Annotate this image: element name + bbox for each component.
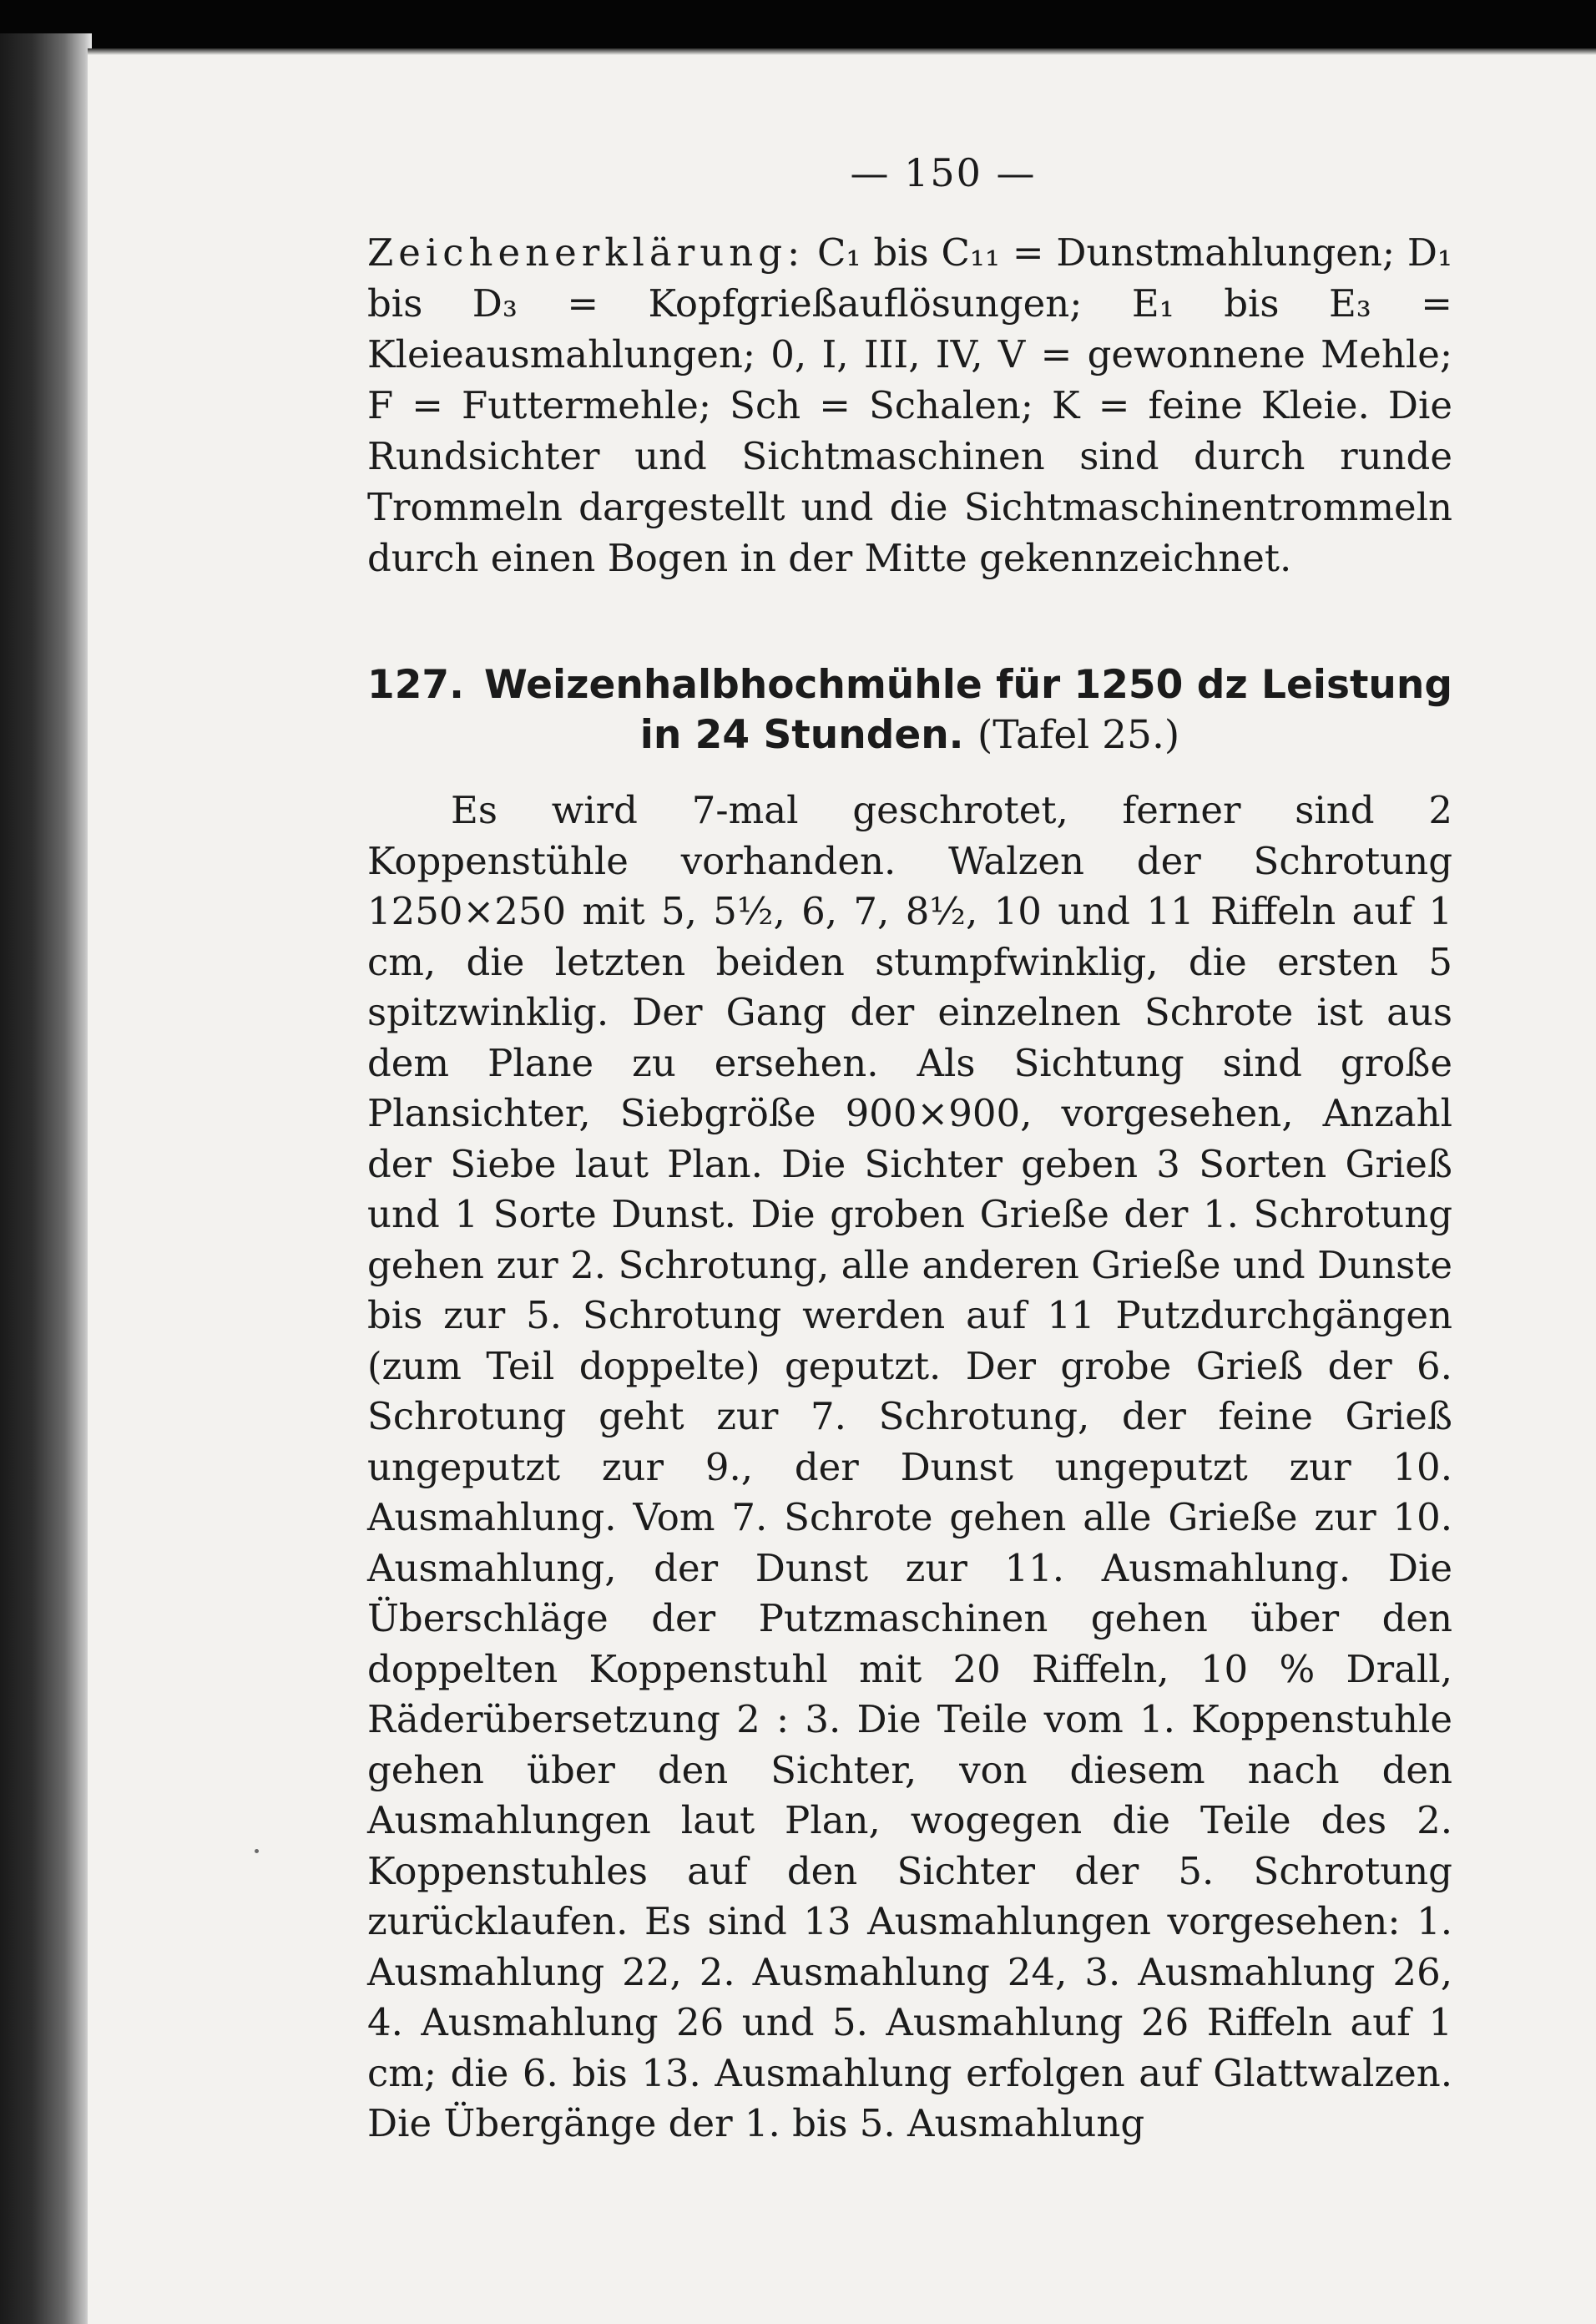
paper-top-shadow <box>88 48 1596 55</box>
section-title-line2: in 24 Stunden. <box>639 712 964 758</box>
legend-text: C₁ bis C₁₁ = Dunstmahlungen; D₁ bis D₃ = Kopfgrießauflösungen; E₁ bis E₃ = Kleieausmahlungen; 0, I, III, IV, V = gewonnene Mehle; F = Futtermehle; Sch = Schalen; K = feine Kleie. Die Rundsichter und Sichtmaschinen sind durch runde Trommeln dargestellt und die Sichtmaschinentrommeln durch einen Bogen in der Mitte gekennzeichnet. <box>367 230 1452 580</box>
paper-speck <box>255 1849 259 1853</box>
section-title-line1: Weizenhalbhochmühle für 1250 dz Leistung <box>483 662 1452 708</box>
body-paragraph: Es wird 7-mal geschrotet, ferner sind 2 Koppenstühle vorhanden. Walzen der Schrotung 1250×250 mit 5, 5½, 6, 7, 8½, 10 und 11 Riffeln auf 1 cm, die letzten beiden stumpfwinklig, die ersten 5 spitzwinklig. Der Gang der einzelnen Schrote ist aus dem Plane zu ersehen. Als Sichtung sind große Plansichter, Siebgröße 900×900, vorgesehen, Anzahl der Siebe laut Plan. Die Sichter geben 3 Sorten Grieß und 1 Sorte Dunst. Die groben Grieße der 1. Schrotung gehen zur 2. Schrotung, alle anderen Grieße und Dunste bis zur 5. Schrotung werden auf 11 Putzdurchgängen (zum Teil doppelte) geputzt. Der grobe Grieß der 6. Schrotung geht zur 7. Schrotung, der feine Grieß ungeputzt zur 9., der Dunst ungeputzt zur 10. Ausmahlung. Vom 7. Schrote gehen alle Grieße zur 10. Ausmahlung, der Dunst zur 11. Ausmahlung. Die Überschläge der Putzmaschinen gehen über den doppelten Koppenstuhl mit 20 Riffeln, 10 % Drall, Räderübersetzung 2 : 3. Die Teile vom 1. Koppenstuhle gehen über den Sichter, von diesem nach den Ausmahlungen laut Plan, wogegen die Teile des 2. Koppenstuhles auf den Sichter der 5. Schrotung zurücklaufen. Es sind 13 Ausmahlungen vorgesehen: 1. Ausmahlung 22, 2. Ausmahlung 24, 3. Ausmahlung 26, 4. Ausmahlung 26 und 5. Ausmahlung 26 Riffeln auf 1 cm; die 6. bis 13. Ausmahlung erfolgen auf Glattwalzen. Die Übergänge der 1. bis 5. Ausmahlung <box>367 788 1452 2145</box>
section-heading <box>367 660 1452 760</box>
page-number: — 150 — <box>850 150 1037 195</box>
legend-label: Zeichenerklärung: <box>367 230 806 275</box>
scan-top-edge <box>0 0 1596 50</box>
section-heading-line2 <box>367 710 1452 760</box>
plate-reference: (Tafel 25.) <box>977 712 1180 758</box>
page-content <box>367 150 1452 2150</box>
legend-paragraph <box>367 227 1452 584</box>
section-number: 127. <box>367 662 464 708</box>
section-heading-line1 <box>367 660 1452 710</box>
body-text <box>367 786 1452 2150</box>
book-binding-shadow <box>0 33 92 2324</box>
